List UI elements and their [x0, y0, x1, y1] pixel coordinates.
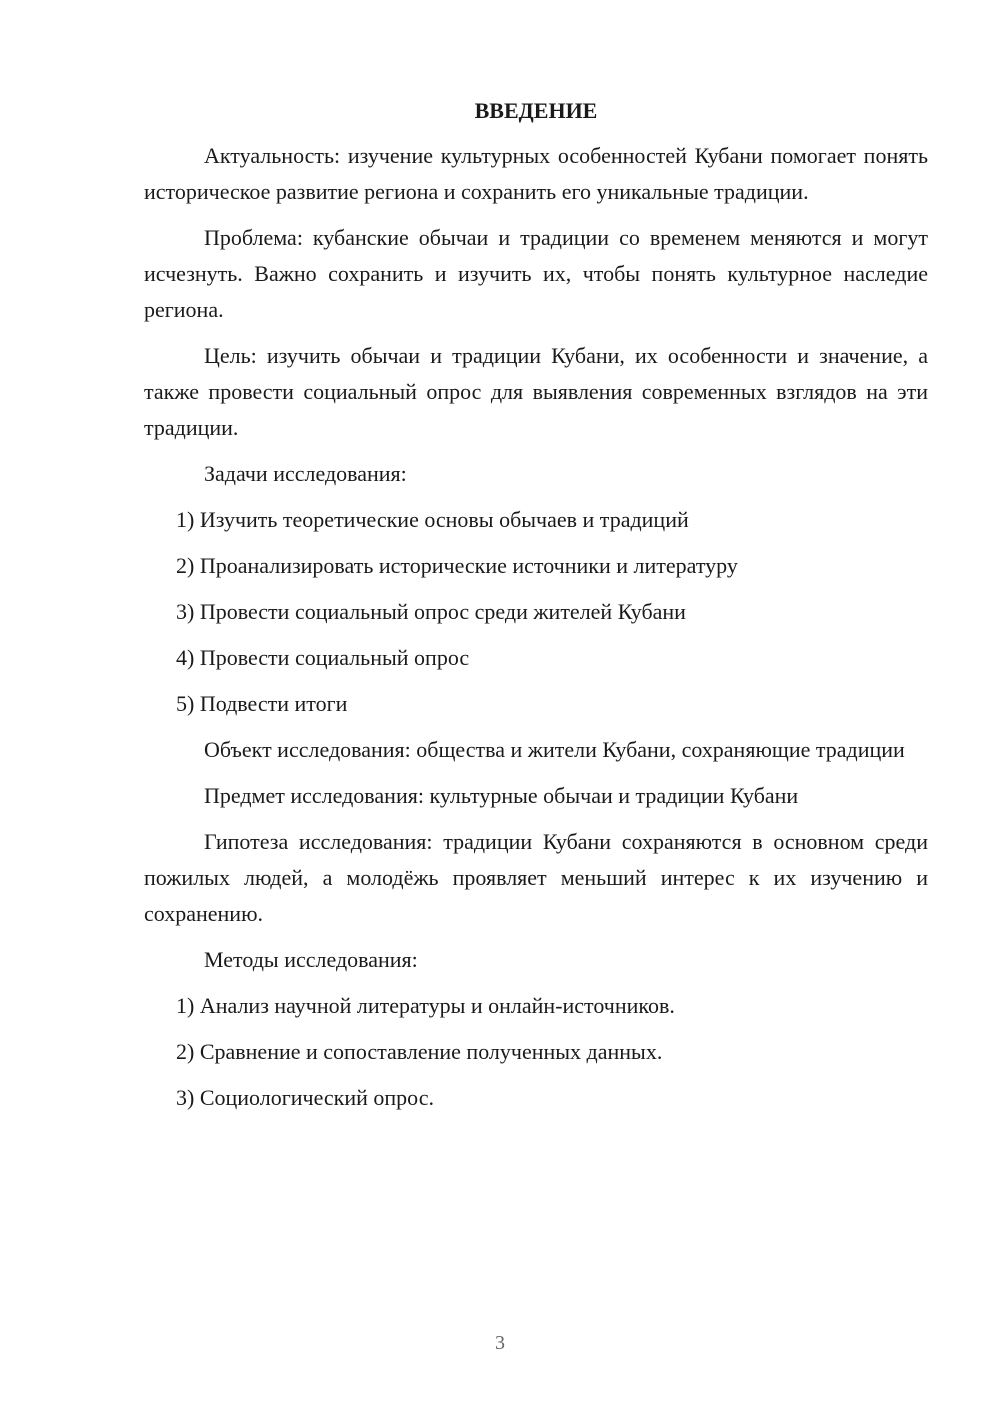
actuality-paragraph: Актуальность: изучение культурных особенностей Кубани помогает понять историческое развитие региона и сохранить его уникальные традиции. [144, 143, 928, 204]
list-item: 4) Провести социальный опрос [176, 645, 470, 670]
methods-heading: Методы исследования: [204, 947, 418, 972]
page-number: 3 [495, 1332, 505, 1354]
list-item: 1) Изучить теоретические основы обычаев и традиций [176, 507, 689, 532]
object-paragraph: Объект исследования: общества и жители Кубани, сохраняющие традиции [204, 737, 905, 762]
list-item: 3) Провести социальный опрос среди жителей Кубани [176, 599, 686, 624]
subject-paragraph: Предмет исследования: культурные обычаи и традиции Кубани [204, 783, 799, 808]
list-item: 5) Подвести итоги [176, 691, 348, 716]
list-item: 2) Проанализировать исторические источники и литературу [176, 553, 738, 578]
list-item: 2) Сравнение и сопоставление полученных данных. [176, 1039, 663, 1064]
list-item: 1) Анализ научной литературы и онлайн-источников. [176, 993, 675, 1018]
document-page [144, 96, 928, 1126]
methods-list [144, 988, 928, 1116]
goal-paragraph: Цель: изучить обычаи и традиции Кубани, их особенности и значение, а также провести социальный опрос для выявления современных взглядов на эти традиции. [144, 343, 928, 440]
document-title: ВВЕДЕНИЕ [474, 98, 598, 123]
tasks-heading: Задачи исследования: [204, 461, 407, 486]
list-item: 3) Социологический опрос. [176, 1085, 434, 1110]
tasks-list [144, 502, 928, 722]
problem-paragraph: Проблема: кубанские обычаи и традиции со временем меняются и могут исчезнуть. Важно сохранить и изучить их, чтобы понять культурное наследие региона. [144, 225, 928, 322]
hypothesis-paragraph: Гипотеза исследования: традиции Кубани сохраняются в основном среди пожилых людей, а молодёжь проявляет меньший интерес к их изучению и сохранению. [144, 829, 928, 926]
